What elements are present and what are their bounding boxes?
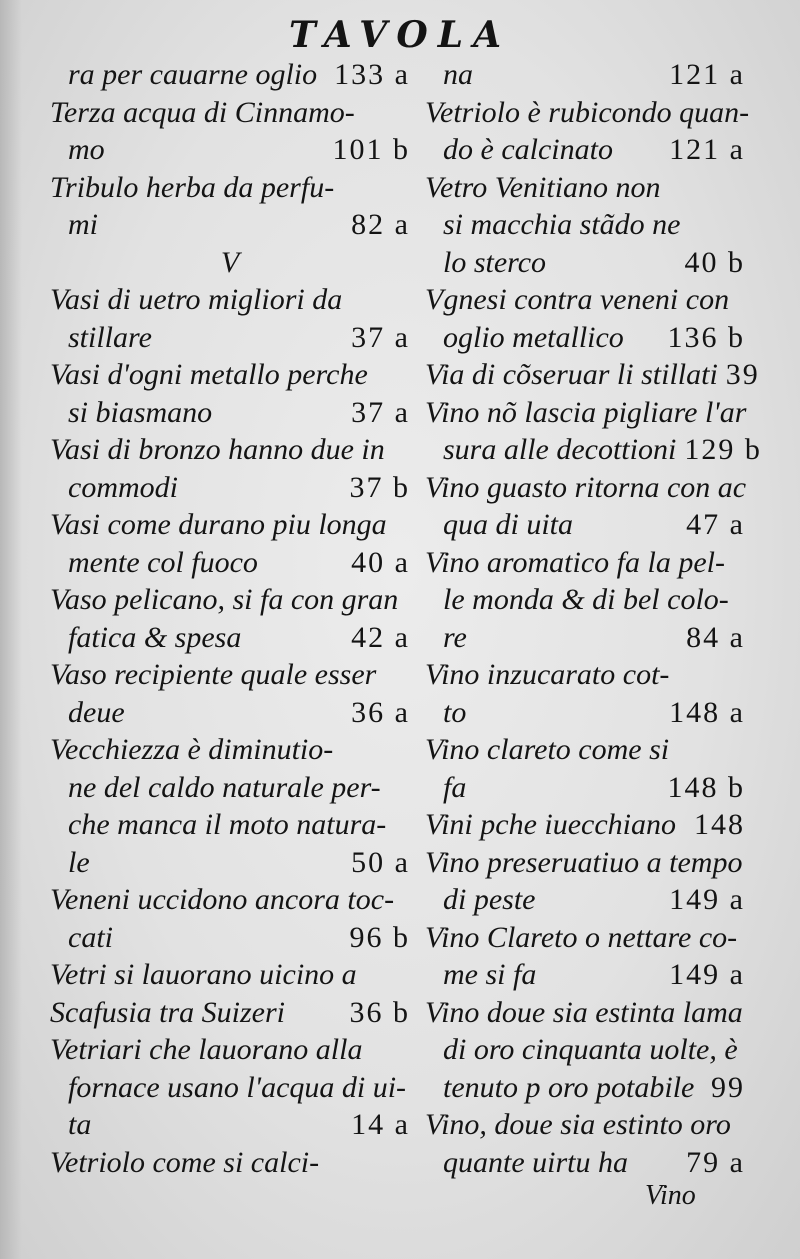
catchword: Vino [645, 1180, 696, 1211]
index-page-ref: 42 a [351, 620, 410, 654]
index-line [50, 694, 410, 732]
index-page-ref: 82 a [351, 208, 410, 241]
index-entry-text: Vini pche iuecchiano [425, 808, 677, 841]
index-entry-text: le [68, 845, 90, 879]
index-entry-text: tenuto p oro potabile [443, 1070, 695, 1104]
index-line [425, 431, 762, 469]
index-page-ref: 133 a [334, 58, 410, 91]
index-line [425, 319, 745, 357]
index-entry-text: stillare [68, 320, 152, 354]
index-line [50, 544, 410, 582]
index-page-ref: 36 a [351, 695, 410, 729]
index-entry-text: Vecchiezza è diminutio- [50, 733, 334, 766]
index-page-ref: 121 a [669, 133, 745, 166]
index-entry-text: commodi [68, 470, 178, 504]
index-entry-text: me si fa [443, 958, 537, 991]
index-line [50, 769, 410, 807]
index-entry-text: mo [68, 133, 105, 166]
index-page-ref: 96 b [349, 920, 410, 954]
index-entry-text: fa [443, 770, 467, 804]
index-entry-text: Vino, doue sia estinto oro [425, 1108, 731, 1141]
index-line [425, 506, 745, 544]
index-entry-text: ra per cauarne oglio [68, 58, 318, 91]
index-page-ref: 129 b [684, 433, 762, 466]
index-line [425, 1069, 745, 1107]
index-line [425, 994, 745, 1032]
index-line [425, 619, 745, 657]
index-page-ref: 149 a [669, 883, 745, 916]
index-entry-text: Terza acqua di Cinnamo- [50, 95, 355, 129]
index-line [425, 844, 745, 882]
index-entry-text: Vino clareto come si [425, 733, 670, 766]
index-page-ref: 37 a [351, 320, 410, 354]
index-page-ref: 149 a [669, 958, 745, 991]
index-page-ref: 37 b [349, 470, 410, 504]
index-entry-text: Vetro Venitiano non [425, 170, 661, 204]
index-entry-text: di peste [443, 883, 536, 916]
index-line [425, 244, 745, 282]
index-entry-text: lo sterco [443, 245, 547, 279]
index-page-ref: 99 [711, 1070, 745, 1104]
index-line [50, 1144, 410, 1182]
index-entry-text: ne del caldo naturale per- [68, 770, 381, 804]
index-line [425, 581, 745, 619]
index-line [425, 881, 745, 919]
index-entry-text: to [443, 695, 467, 729]
index-line [425, 281, 745, 319]
index-entry-text: fornace usano l'acqua di ui- [68, 1070, 407, 1104]
index-line [50, 356, 410, 394]
index-line [425, 919, 745, 957]
index-line [50, 94, 410, 132]
index-entry-text: qua di uita [443, 508, 574, 541]
index-line [50, 506, 410, 544]
index-page-ref: 101 b [332, 133, 410, 166]
page-edge-shadow [0, 0, 22, 1259]
index-line [50, 956, 410, 994]
index-entry-text: Vino doue sia estinta lama [425, 995, 743, 1029]
index-entry-text: si biasmano [68, 395, 213, 429]
index-entry-text: Vino aromatico fa la pel- [425, 545, 725, 579]
index-page-ref: 121 a [669, 58, 745, 91]
index-line [50, 581, 410, 619]
index-page-ref: 148 b [667, 770, 745, 804]
index-entry-text: si macchia stãdo ne [443, 208, 681, 241]
index-entry-text: le monda & di bel colo- [443, 583, 729, 616]
index-entry-text: mente col fuoco [68, 545, 258, 579]
index-line [425, 544, 745, 582]
index-page-ref: 148 [694, 808, 745, 841]
index-entry-text: Vino preseruatiuo a tempo [425, 845, 743, 879]
index-entry-text: oglio metallico [443, 320, 624, 354]
index-entry-text: che manca il moto natura- [68, 808, 387, 841]
index-entry-text: Vaso pelicano, si fa con gran [50, 583, 399, 616]
index-line [50, 994, 410, 1032]
index-entry-text: di oro cinquanta uolte, è [443, 1033, 738, 1066]
index-line [50, 806, 410, 844]
page-header: TAVOLA [288, 14, 512, 56]
index-line [425, 656, 745, 694]
index-page-ref: 84 a [686, 620, 745, 654]
index-entry-text: Vino guasto ritorna con ac [425, 470, 747, 504]
index-line [50, 881, 410, 919]
index-line [50, 1106, 410, 1144]
index-line [425, 1144, 745, 1182]
index-line [425, 806, 745, 844]
index-page-ref: 40 b [684, 245, 745, 279]
index-entry-text: fatica & spesa [68, 620, 242, 654]
index-page-ref: 148 a [669, 695, 745, 729]
index-line [50, 844, 410, 882]
index-entry-text: re [443, 620, 467, 654]
index-line [50, 431, 410, 469]
index-line [50, 244, 410, 282]
index-line [425, 1031, 745, 1069]
index-page-ref: 37 a [351, 395, 410, 429]
index-line [425, 394, 745, 432]
index-line [50, 394, 410, 432]
index-entry-text: Vasi d'ogni metallo perche [50, 358, 368, 391]
index-line [50, 281, 410, 319]
index-entry-text: Vetriolo come si calci- [50, 1145, 320, 1179]
index-line [425, 694, 745, 732]
index-page-ref: 36 b [349, 995, 410, 1029]
index-entry-text: Vasi di uetro migliori da [50, 283, 343, 316]
index-line [425, 206, 745, 244]
index-line [50, 131, 410, 169]
index-line [50, 1031, 410, 1069]
index-entry-text: Vaso recipiente quale esser [50, 658, 377, 691]
index-entry-text: Vino Clareto o nettare co- [425, 920, 738, 954]
index-entry-text: Via di cõseruar li stillati [425, 358, 718, 391]
index-column-right [425, 56, 762, 1181]
index-entry-text: Scafusia tra Suizeri [50, 995, 286, 1029]
index-entry-text: Vgnesi contra veneni con [425, 283, 730, 316]
index-line [425, 131, 745, 169]
index-entry-text: do è calcinato [443, 133, 613, 166]
index-line [425, 169, 745, 207]
index-page-ref: 40 a [351, 545, 410, 579]
index-line [425, 469, 745, 507]
index-line [425, 56, 745, 94]
index-entry-text: Vino inzucarato cot- [425, 658, 670, 691]
index-line [50, 919, 410, 957]
index-line [50, 731, 410, 769]
index-entry-text: Vino nõ lascia pigliare l'ar [425, 395, 747, 429]
index-entry-text: Vasi di bronzo hanno due in [50, 433, 385, 466]
index-line [50, 469, 410, 507]
index-line [425, 956, 745, 994]
index-line [50, 619, 410, 657]
index-entry-text: Vetri si lauorano uicino a [50, 958, 357, 991]
index-page-ref: 50 a [351, 845, 410, 879]
index-entry-text: Vetriari che lauorano alla [50, 1033, 363, 1066]
index-entry-text: Vetriolo è rubicondo quan- [425, 95, 750, 129]
index-entry-text: quante uirtu ha [443, 1145, 628, 1179]
index-entry-text: Vasi come durano piu longa [50, 508, 387, 541]
index-line [50, 319, 410, 357]
index-line [425, 1106, 745, 1144]
index-line [50, 656, 410, 694]
index-entry-text: deue [68, 695, 125, 729]
index-line [425, 731, 745, 769]
index-entry-text: ta [68, 1108, 92, 1141]
index-entry-text: sura alle decottioni [443, 433, 677, 466]
index-line [425, 356, 760, 394]
index-line [425, 94, 750, 132]
index-entry-text: mi [68, 208, 98, 241]
index-line [50, 1069, 410, 1107]
index-column-left [50, 56, 410, 1181]
index-line [50, 169, 410, 207]
index-entry-text: cati [68, 920, 113, 954]
index-line [50, 56, 410, 94]
index-entry-text: Veneni uccidono ancora toc- [50, 883, 395, 916]
index-page-ref: 39 [725, 358, 760, 391]
index-page-ref: 136 b [667, 320, 745, 354]
index-page-ref: 47 a [686, 508, 745, 541]
index-page-ref: 79 a [686, 1145, 745, 1179]
index-entry-text: V [220, 245, 240, 279]
index-line [50, 206, 410, 244]
index-entry-text: na [443, 58, 473, 91]
index-line [425, 769, 745, 807]
index-page-ref: 14 a [351, 1108, 410, 1141]
index-entry-text: Tribulo herba da perfu- [50, 170, 335, 204]
